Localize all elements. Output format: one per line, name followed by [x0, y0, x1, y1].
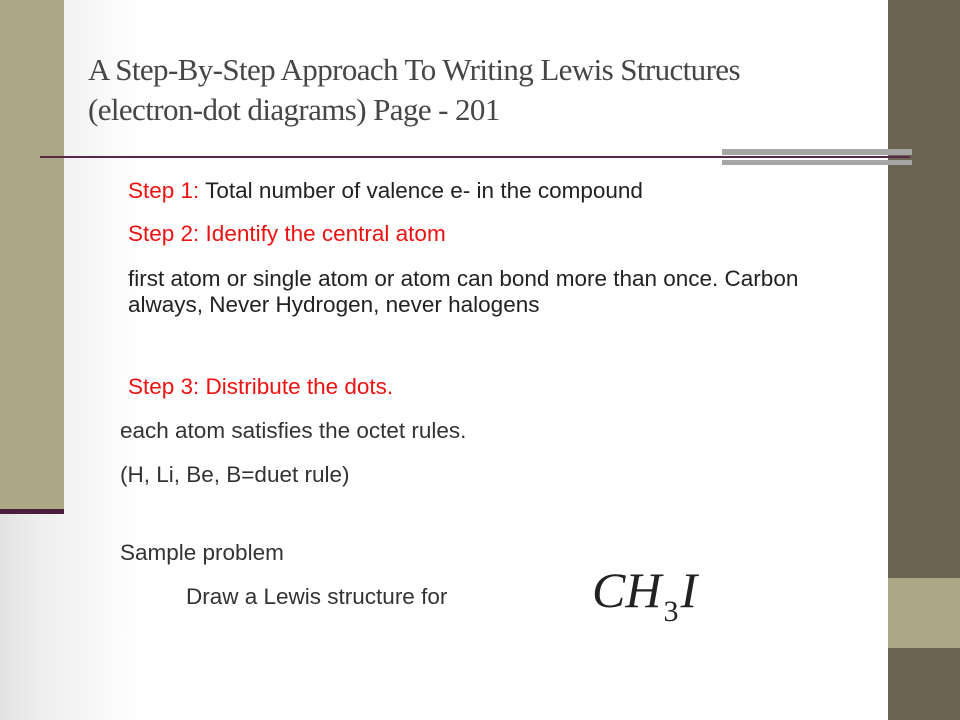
right-decor-bar-bottom [888, 648, 960, 720]
right-decor-bar-middle [888, 578, 960, 648]
left-decor-bar [0, 0, 64, 510]
formula-end: I [680, 562, 698, 618]
title-divider [40, 156, 910, 158]
step-2: Step 2: Identify the central atom [128, 221, 446, 246]
step-3-detail-duet: (H, Li, Be, B=duet rule) [120, 462, 350, 487]
step-2-detail: first atom or single atom or atom can bond more than once. Carbon always, Never Hydrogen, never halogens [128, 266, 799, 317]
formula-subscript: 3 [663, 595, 679, 628]
step-3: Step 3: Distribute the dots. [128, 374, 394, 399]
title-accent-rule-top [722, 149, 912, 155]
step-1 [128, 178, 643, 204]
title-accent-rule-bottom [722, 160, 912, 165]
chemical-formula [592, 562, 697, 626]
slide-title [88, 50, 868, 130]
step-1-label: Step 1: [128, 178, 200, 203]
title-line-1: A Step-By-Step Approach To Writing Lewis Structures [88, 52, 740, 87]
sample-problem-prompt: Draw a Lewis structure for [186, 584, 448, 609]
sample-problem-heading: Sample problem [120, 540, 284, 565]
step-1-text: Total number of valence e- in the compound [199, 178, 643, 203]
title-line-2: (electron-dot diagrams) Page - 201 [88, 92, 500, 127]
right-decor-bar-top [888, 0, 960, 578]
step-3-detail-octet: each atom satisfies the octet rules. [120, 418, 467, 443]
formula-main: CH [592, 562, 662, 618]
left-decor-accent [0, 509, 64, 514]
